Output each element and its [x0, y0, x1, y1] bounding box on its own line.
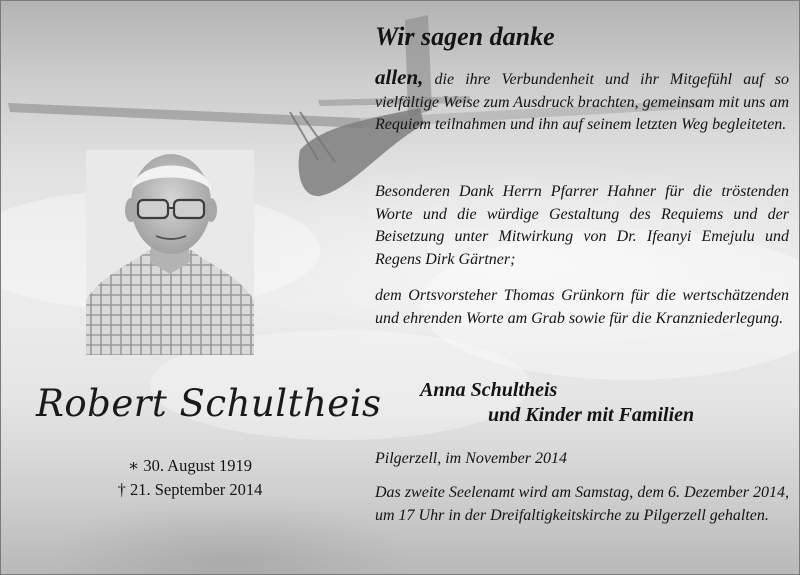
birth-date: ∗ 30. August 1919	[128, 456, 252, 475]
death-date: † 21. September 2014	[117, 480, 263, 499]
thanks-paragraph-1-text: die ihre Verbundenheit und ihr Mitgefühl auf so vielfältige Weise zum Ausdruck brachten, gemeinsam mit uns am Requiem teilnahmen und ihn auf seinem letzten Weg begleiteten.	[375, 71, 789, 134]
thanks-paragraph-1	[375, 66, 789, 137]
signature-family: und Kinder mit Familien	[488, 404, 695, 426]
thanks-paragraph-2: Besonderen Dank Herrn Pfarrer Hahner für die tröstenden Worte und die würdige Gestaltung des Requiems und der Beisetzung unter Mitwirkung von Dr. Ifeanyi Emejulu und Regens Dirk Gärtner;	[375, 183, 789, 269]
heading: Wir sagen danke	[375, 22, 555, 51]
place-date: Pilgerzell, im November 2014	[375, 450, 567, 467]
portrait-photo	[86, 150, 254, 355]
lead-word: allen,	[375, 65, 424, 89]
service-notice: Das zweite Seelenamt wird am Samstag, dem 6. Dezember 2014, um 17 Uhr in der Dreifaltigkeitskirche zu Pilgerzell gehalten.	[375, 484, 789, 524]
thanks-paragraph-3: dem Ortsvorsteher Thomas Grünkorn für die wertschätzenden und ehrenden Worte am Grab sowie für die Kranzniederlegung.	[375, 287, 789, 327]
signature-name: Anna Schultheis	[420, 379, 558, 401]
deceased-name: Robert Schultheis	[36, 382, 382, 425]
